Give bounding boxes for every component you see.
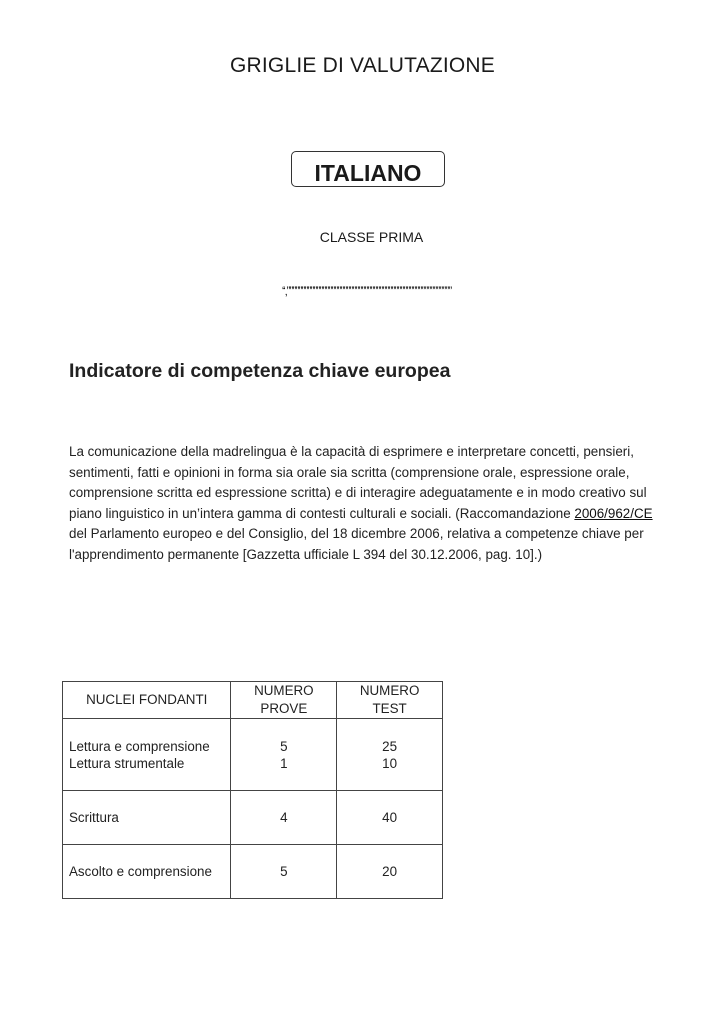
decorative-separator: ‘‘‚””””””””””””””””””””””””””””””””””””””””””””””””””””””” [281,284,452,298]
nucleo-name: Ascolto e comprensione [69,864,212,879]
page-title: GRIGLIE DI VALUTAZIONE [229,54,495,77]
table-row [63,719,443,791]
prove-cell [231,791,337,845]
nucleo-cell [63,719,231,791]
subject-box: ITALIANO [291,151,445,187]
header-numero-prove: NUMERO PROVE [231,682,337,719]
test-cell [337,719,443,791]
class-label: CLASSE PRIMA [319,229,424,245]
prove-value: 5 [280,738,288,754]
prove-value: 5 [280,864,288,879]
test-value: 40 [382,810,398,825]
test-value: 25 [382,738,398,754]
nucleo-name: Scrittura [69,810,119,825]
prove-cell [231,719,337,791]
test-cell [337,845,443,899]
prove-value: 1 [280,755,288,771]
header-numero-test: NUMERO TEST [337,682,443,719]
nucleo-cell [63,845,231,899]
recommendation-link[interactable]: 2006/962/CE [574,505,653,521]
test-value: 20 [382,864,398,879]
section-heading: Indicatore di competenza chiave europea [69,360,451,382]
paragraph-text-continued: del Parlamento europeo e del Consiglio, del 18 dicembre 2006, relativa a competenze chiave per l'apprendimento permanente [Gazzetta ufficiale L 394 del 30.12.2006, pag. 10].) [69,526,644,562]
nucleo-name: Lettura e comprensione [69,738,210,754]
test-cell [337,791,443,845]
test-value: 10 [382,755,398,771]
header-nuclei-fondanti: NUCLEI FONDANTI [63,682,231,719]
paragraph-text: La comunicazione della madrelingua è la capacità di esprimere e interpretare concetti, pensieri, sentimenti, fatti e opinioni in forma sia orale sia scritta (comprensione orale, espressione orale, comprensione scritta ed espressione scritta) e di interagire adeguatamente e in modo creativo sul piano linguistico in un’intera gamma di contesti culturali e sociali. (Raccomandazione [69,444,647,521]
table-row [63,845,443,899]
competence-paragraph [69,442,669,566]
table-row [63,791,443,845]
prove-value: 4 [280,810,288,825]
nuclei-table [62,681,443,899]
nucleo-name: Lettura strumentale [69,755,185,771]
table-header-row [63,682,443,719]
prove-cell [231,845,337,899]
nucleo-cell [63,791,231,845]
